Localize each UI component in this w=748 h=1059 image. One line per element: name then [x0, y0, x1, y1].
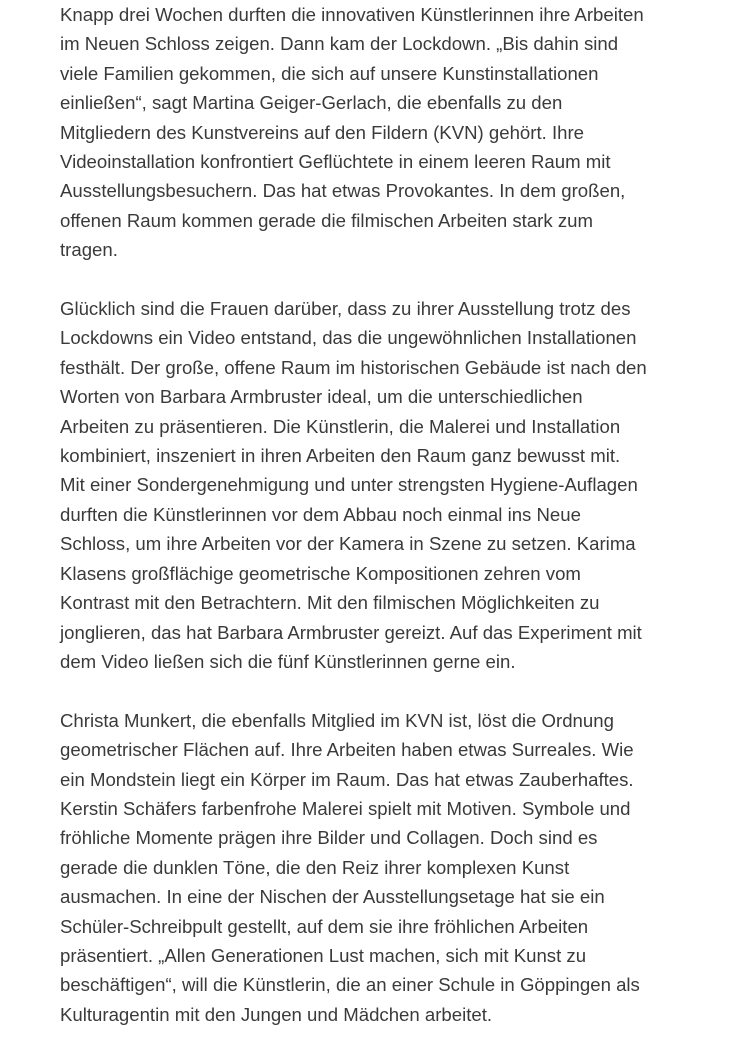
text-line: Kulturagentin mit den Jungen und Mädchen arbeitet.: [60, 1003, 493, 1025]
text-line: tragen.: [60, 239, 118, 261]
text-line: Schloss, um ihre Arbeiten vor der Kamera in Szene zu setzen. Karima: [60, 533, 636, 555]
text-line: jonglieren, das hat Barbara Armbruster gereizt. Auf das Experiment mit: [60, 621, 642, 643]
text-line: Mitgliedern des Kunstvereins auf den Fildern (KVN) gehört. Ihre: [60, 121, 584, 143]
text-line: Lockdowns ein Video entstand, das die ungewöhnlichen Installationen: [60, 327, 637, 349]
text-line: ausmachen. In eine der Nischen der Ausstellungsetage hat sie ein: [60, 886, 605, 908]
text-line: festhält. Der große, offene Raum im historischen Gebäude ist nach den: [60, 356, 647, 378]
text-line: beschäftigen“, will die Künstlerin, die an einer Schule in Göppingen als: [60, 974, 640, 996]
text-line: geometrischer Flächen auf. Ihre Arbeiten haben etwas Surreales. Wie: [60, 739, 634, 761]
text-line: Christa Munkert, die ebenfalls Mitglied im KVN ist, löst die Ordnung: [60, 709, 614, 731]
text-line: im Neuen Schloss zeigen. Dann kam der Lockdown. „Bis dahin sind: [60, 33, 619, 55]
text-line: durften die Künstlerinnen vor dem Abbau noch einmal ins Neue: [60, 503, 581, 525]
text-line: viele Familien gekommen, die sich auf unsere Kunstinstallationen: [60, 62, 599, 84]
text-line: präsentiert. „Allen Generationen Lust machen, sich mit Kunst zu: [60, 944, 587, 966]
article-body: [60, 0, 700, 1059]
text-line: Kontrast mit den Betrachtern. Mit den filmischen Möglichkeiten zu: [60, 592, 600, 614]
text-line: Videoinstallation konfrontiert Geflüchtete in einem leeren Raum mit: [60, 151, 611, 173]
text-line: Worten von Barbara Armbruster ideal, um die unterschiedlichen: [60, 386, 583, 408]
article-paragraph-1: [60, 0, 700, 265]
text-line: gerade die dunklen Töne, die den Reiz ihrer komplexen Kunst: [60, 856, 570, 878]
text-line: Arbeiten zu präsentieren. Die Künstlerin, die Malerei und Installation: [60, 415, 621, 437]
text-line: Klasens großflächige geometrische Kompositionen zehren vom: [60, 562, 581, 584]
text-line: Knapp drei Wochen durften die innovativen Künstlerinnen ihre Arbeiten: [60, 4, 644, 25]
article-paragraph-3: [60, 706, 700, 1029]
text-line: Schüler-Schreibpult gestellt, auf dem sie ihre fröhlichen Arbeiten: [60, 915, 589, 937]
text-line: ein Mondstein liegt ein Körper im Raum. Das hat etwas Zauberhaftes.: [60, 768, 634, 790]
text-line: Kerstin Schäfers farbenfrohe Malerei spielt mit Motiven. Symbole und: [60, 797, 631, 819]
article-paragraph-2: [60, 294, 700, 676]
text-line: Glücklich sind die Frauen darüber, dass zu ihrer Ausstellung trotz des: [60, 298, 631, 320]
text-line: Mit einer Sondergenehmigung und unter strengsten Hygiene-Auflagen: [60, 474, 638, 496]
text-line: einließen“, sagt Martina Geiger-Gerlach, die ebenfalls zu den: [60, 92, 563, 114]
text-line: offenen Raum kommen gerade die filmischen Arbeiten stark zum: [60, 209, 593, 231]
text-line: Ausstellungsbesuchern. Das hat etwas Provokantes. In dem großen,: [60, 180, 626, 202]
text-line: kombiniert, inszeniert in ihren Arbeiten den Raum ganz bewusst mit.: [60, 445, 621, 467]
text-line: dem Video ließen sich die fünf Künstlerinnen gerne ein.: [60, 650, 516, 672]
text-line: fröhliche Momente prägen ihre Bilder und Collagen. Doch sind es: [60, 827, 598, 849]
